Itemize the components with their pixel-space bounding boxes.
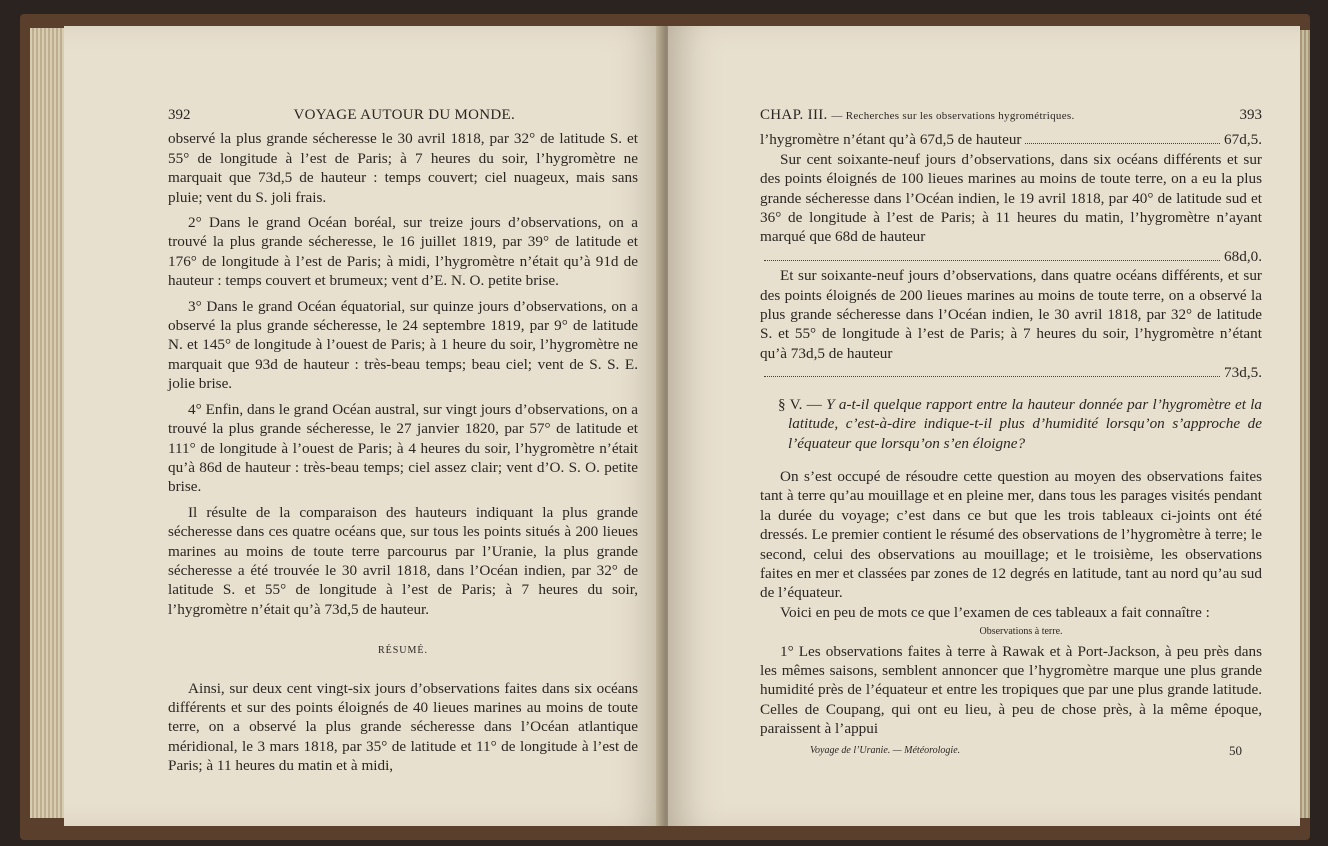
section-title: Y a-t-il quelque rapport entre la hauteur donnée par l’hygromètre et la latitude, c’est-à-dire indique-t-il plus d’humidité lorsqu’on s’approche de l’équateur que lorsqu’on s’en éloigne? — [788, 395, 1263, 452]
footer-title: Voyage de l’Uranie. — Météorologie. — [810, 744, 961, 756]
chapter-label: CHAP. III. — [760, 107, 828, 123]
resume-heading: RÉSUMÉ. — [377, 645, 429, 657]
chapter-title: — Recherches sur les observations hygrométriques. — [831, 110, 1075, 122]
right-page-text — [760, 106, 1262, 760]
paragraph: 1° Les observations faites à terre à Rawak et à Port-Jackson, à peu près dans les mêmes saisons, semblent annoncer que l’hygromètre marque une plus grande humidité près de l’équateur et entre les tropiques que par une plus grande latitude. Celles de Coupang, qui ont eu lieu, à peu de chose près, à la même époque, paraissent à l’appui — [760, 642, 1262, 738]
paragraph: Et sur soixante-neuf jours d’observations, dans quatre océans différents, et sur des points éloignés de 200 lieues marines au moins de toute terre, on a observé la plus grande sécheresse dans l’Océan indien, le 30 avril 1818, par 32° de latitude S. et 55° de longitude à l’est de Paris; à 7 heures du soir, l’hygromètre n’étant qu’à 73d,5 de hauteur — [760, 267, 1262, 362]
leader-line: l’hygromètre n’étant qu’à 67d,5 de hauteur 67d,5. — [760, 131, 1262, 149]
left-running-title: VOYAGE AUTOUR DU MONDE. — [293, 107, 516, 123]
subheading: Observations à terre. — [979, 626, 1063, 638]
paragraph: 2° Dans le grand Océan boréal, sur treize jours d’observations, on a trouvé la plus grande sécheresse, le 16 juillet 1819, par 39° de latitude et 176° de longitude à l’est de Paris; à midi, l’hygromètre n’était qu’à 91d de hauteur : temps couvert et brumeux; vent d’E. N. O. petite brise. — [168, 214, 638, 290]
leader-value: 68d,0. — [760, 247, 1262, 266]
paragraph: Il résulte de la comparaison des hauteurs indiquant la plus grande sécheresse dans ces quatre océans que, sur tous les points situés à 200 lieues marines au moins de toute terre parcourus par l’Uranie, la plus grande sécheresse a été trouvée le 30 avril 1818, dans l’Océan indien, par 32° de latitude S. et 55° de longitude à l’est de Paris; à 7 heures du soir, l’hygromètre n’était qu’à 73d,5 de hauteur. — [168, 503, 638, 618]
paragraph: On s’est occupé de résoudre cette question au moyen des observations faites tant à terre qu’au mouillage et en pleine mer, dans tous les parages visités pendant la durée du voyage; c’est dans ce but que les trois tableaux ci-joints ont été dressés. Le premier contient le résumé des observations de l’hygromètre à terre; le second, celui des observations au mouillage; et le troisième, les observations faites en mer et classées par zones de 12 degrés en latitude, tant au nord qu’au sud de l’équateur. — [760, 467, 1262, 602]
leader-value: 73d,5. — [760, 363, 1262, 382]
section-heading — [760, 395, 1262, 453]
paragraph: Ainsi, sur deux cent vingt-six jours d’observations faites dans six océans différents et sur des points éloignés de 40 lieues marines au moins de toute terre, on a observé la plus grande sécheresse dans l’Océan atlantique méridional, le 3 mars 1818, par 35° de latitude et 11° de longitude à l’est de Paris; à 11 heures du matin et à midi, — [168, 679, 638, 775]
paragraph: 3° Dans le grand Océan équatorial, sur quinze jours d’observations, on a observé la plus grande sécheresse, le 24 septembre 1819, par 9° de latitude N. et 145° de longitude à l’ouest de Paris; à 1 heure du soir, l’hygromètre ne marquait que 93d de hauteur : très-beau temps; beau ciel; vent de S. S. E. jolie brise. — [168, 297, 638, 393]
section-label: § V. — — [778, 395, 822, 413]
right-running-head — [760, 106, 1262, 126]
left-page — [64, 26, 664, 826]
page-footer — [760, 741, 1262, 760]
left-running-head — [168, 106, 638, 125]
left-page-text — [168, 106, 638, 776]
signature-mark: 50 — [1229, 742, 1242, 758]
right-page-number: 393 — [1239, 107, 1262, 123]
paragraph: observé la plus grande sécheresse le 30 avril 1818, par 32° de latitude S. et 55° de longitude à l’est de Paris; à 7 heures du soir, l’hygromètre ne marquait que 73d,5 de hauteur : temps couvert; ciel nuageux, mais sans pluie; vent du S. joli frais. — [168, 130, 638, 206]
paragraph: 4° Enfin, dans le grand Océan austral, sur vingt jours d’observations, on a trouvé la plus grande sécheresse, le 27 janvier 1820, par 57° de latitude et 111° de longitude à l’ouest de Paris; à 4 heures du soir, l’hygromètre n’était qu’à 86d de hauteur : très-beau temps; ciel assez clair; vent d’O. S. O. petite brise. — [168, 400, 638, 496]
paragraph: Voici en peu de mots ce que l’examen de ces tableaux a fait connaître : — [780, 603, 1210, 621]
left-page-number: 392 — [168, 107, 191, 123]
paragraph: Sur cent soixante-neuf jours d’observations, dans six océans différents et sur des points éloignés de 100 lieues marines au moins de toute terre, on a eu la plus grande sécheresse dans l’Océan indien, le 19 avril 1818, par 40° de latitude sud et 36° de longitude à l’est de Paris; à 11 heures du matin, l’hygromètre n’ayant marqué que 68d de hauteur — [760, 150, 1262, 246]
right-page — [668, 26, 1300, 826]
